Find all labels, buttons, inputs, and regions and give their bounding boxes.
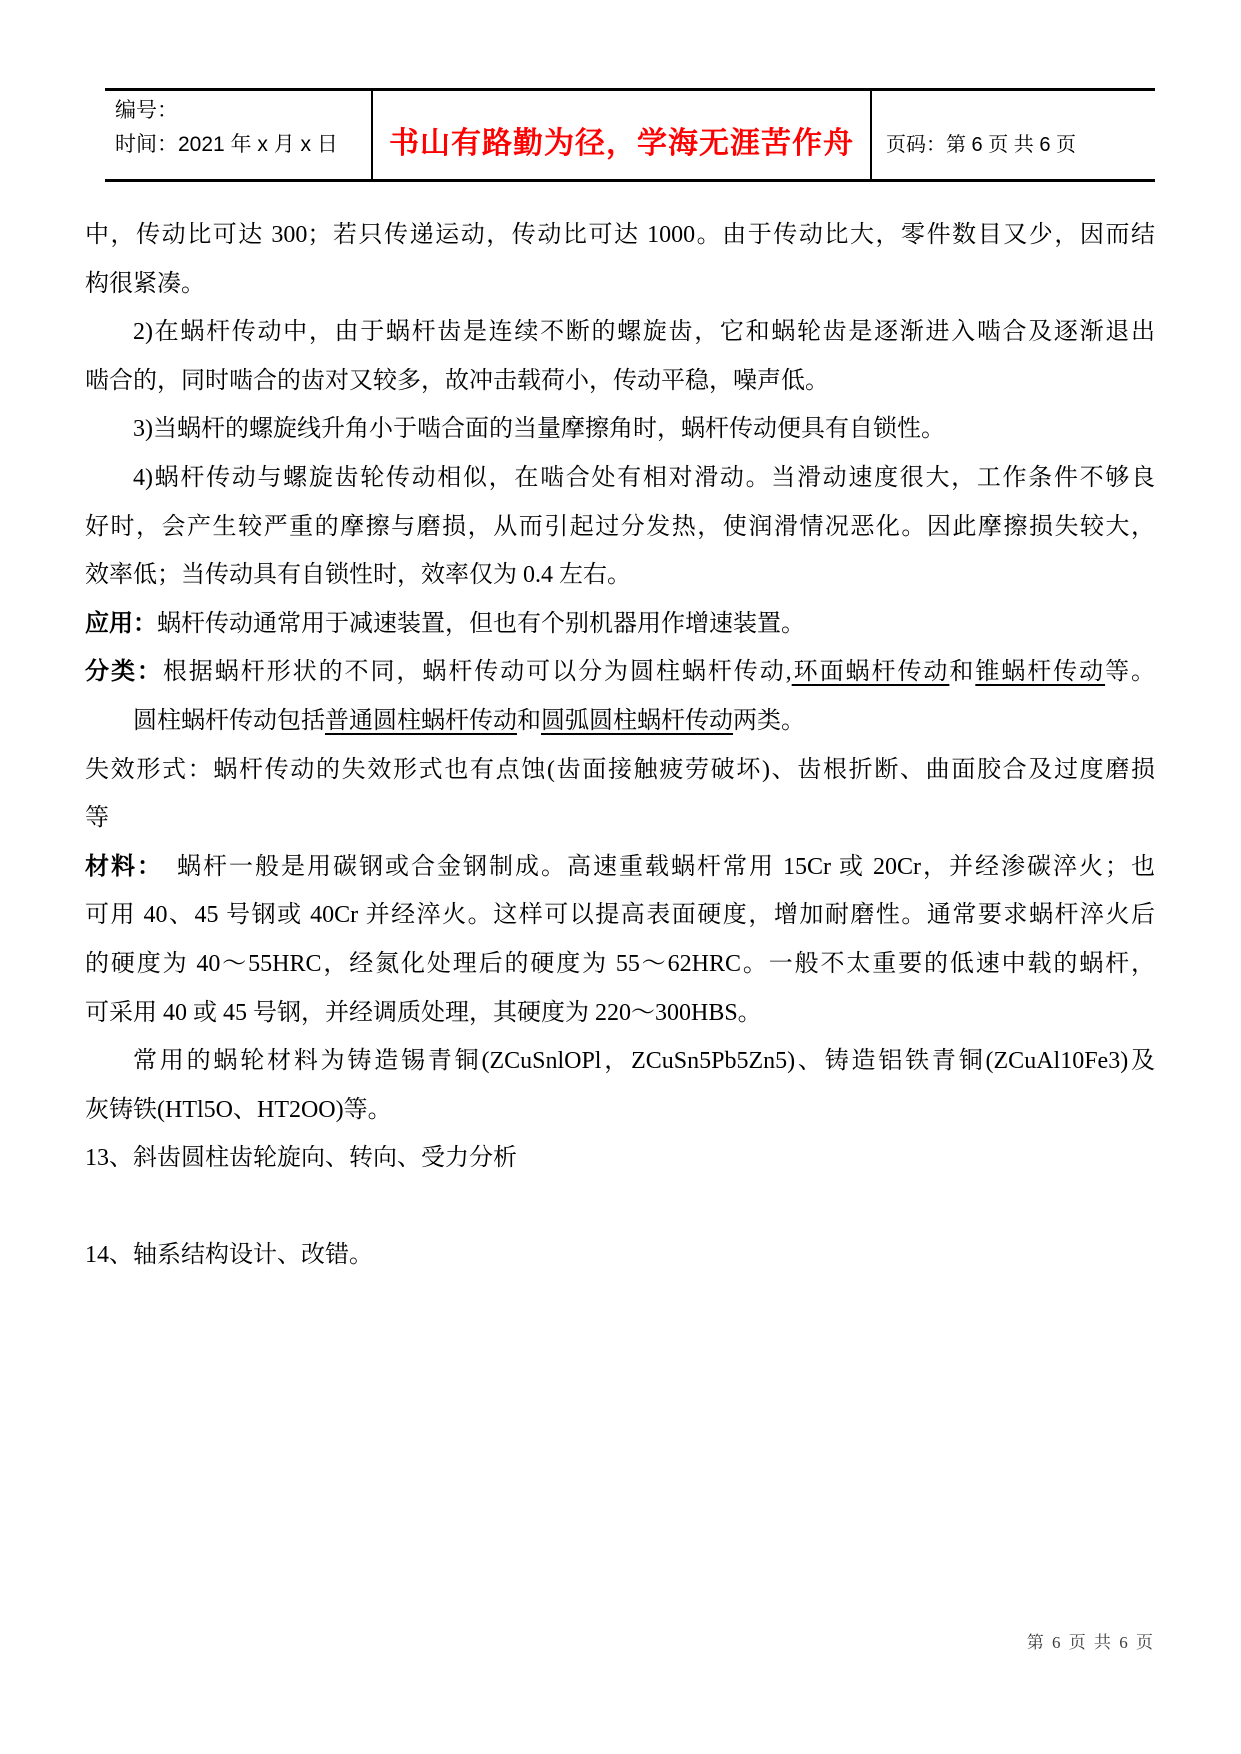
text-line <box>85 940 1155 989</box>
header-cell-page <box>870 91 1155 179</box>
text-run: 普通圆柱蜗杆传动 <box>325 707 517 734</box>
text-run: 常用的蜗轮材料为铸造锡青铜(ZCuSnlOPl，ZCuSn5Pb5Zn5)、铸造铝铁青铜(ZCuAl10Fe3)及 <box>133 1048 1155 1075</box>
text-line <box>85 746 1155 795</box>
text-line <box>85 891 1155 940</box>
text-run: 可采用 40 或 45 号钢，并经调质处理，其硬度为 220～300HBS。 <box>85 999 762 1026</box>
text-line <box>85 405 1155 454</box>
motto-text: 书山有路勤为径，学海无涯苦作舟 <box>389 127 854 160</box>
header-cell-number-time <box>105 91 371 179</box>
text-line <box>85 697 1155 746</box>
header-cell-motto <box>371 91 870 179</box>
text-line <box>85 308 1155 357</box>
text-line <box>85 600 1155 649</box>
text-run: 等。 <box>1105 659 1156 686</box>
text-line <box>85 454 1155 503</box>
header-table <box>105 88 1155 182</box>
text-line <box>85 1183 1155 1232</box>
text-line <box>85 843 1155 892</box>
text-line <box>85 503 1155 552</box>
time-label: 时间：2021 年 x 月 x 日 <box>115 133 338 156</box>
text-run: 分类： <box>85 659 163 686</box>
text-run: 环面蜗杆传动 <box>791 659 950 686</box>
text-run: 可用 40、45 号钢或 40Cr 并经淬火。这样可以提高表面硬度，增加耐磨性。通常要求蜗杆淬火后 <box>85 902 1155 929</box>
text-line <box>85 1037 1155 1086</box>
text-run: 的硬度为 40～55HRC，经氮化处理后的硬度为 55～62HRC。一般不太重要的低速中载的蜗杆， <box>85 950 1155 977</box>
text-run: 圆柱蜗杆传动包括 <box>133 707 325 734</box>
text-line <box>85 357 1155 406</box>
text-run: 构很紧凑。 <box>85 270 205 297</box>
text-line <box>85 794 1155 843</box>
text-run: 和 <box>949 659 976 686</box>
text-run: 圆弧圆柱蜗杆传动 <box>541 707 733 734</box>
text-run: 根据蜗杆形状的不同，蜗杆传动可以分为圆柱蜗杆传动, <box>162 659 792 686</box>
text-run: 两类。 <box>733 707 805 734</box>
text-run: 灰铸铁(HTl5O、HT2OO)等。 <box>85 1096 392 1123</box>
text-run: 应用： <box>85 610 157 637</box>
document-body <box>85 211 1155 1280</box>
text-run: 好时，会产生较严重的摩擦与磨损，从而引起过分发热，使润滑情况恶化。因此摩擦损失较大， <box>85 513 1155 540</box>
text-line <box>85 989 1155 1038</box>
page-label: 页码：第 6 页 共 6 页 <box>886 133 1077 156</box>
number-label: 编号： <box>115 99 178 122</box>
text-run: 蜗杆一般是用碳钢或合金钢制成。高速重载蜗杆常用 15Cr 或 20Cr，并经渗碳淬火；也 <box>151 853 1155 880</box>
text-run: 锥蜗杆传动 <box>975 659 1106 686</box>
text-run: 2)在蜗杆传动中，由于蜗杆齿是连续不断的螺旋齿，它和蜗轮齿是逐渐进入啮合及逐渐退出 <box>133 319 1155 346</box>
text-line <box>85 1134 1155 1183</box>
text-line <box>85 1231 1155 1280</box>
text-run: 4)蜗杆传动与螺旋齿轮传动相似，在啮合处有相对滑动。当滑动速度很大，工作条件不够良 <box>133 464 1155 491</box>
text-line <box>85 1086 1155 1135</box>
text-line <box>85 211 1155 260</box>
text-line <box>85 648 1155 697</box>
text-run: 啮合的，同时啮合的齿对又较多，故冲击载荷小，传动平稳，噪声低。 <box>85 367 829 394</box>
page-footer <box>85 1628 1155 1653</box>
text-run: 13、斜齿圆柱齿轮旋向、转向、受力分析 <box>85 1145 517 1172</box>
text-run: 14、轴系结构设计、改错。 <box>85 1242 373 1269</box>
footer-page-info: 第 6 页 共 6 页 <box>1026 1633 1155 1652</box>
text-run: 等 <box>85 805 109 832</box>
text-run: 材料： <box>85 853 151 880</box>
text-run: 蜗杆传动通常用于减速装置，但也有个别机器用作增速装置。 <box>157 610 805 637</box>
text-run: 和 <box>517 707 541 734</box>
text-run: 中，传动比可达 300；若只传递运动，传动比可达 1000。由于传动比大，零件数目又少，因而结 <box>85 222 1155 248</box>
text-run: 3)当蜗杆的螺旋线升角小于啮合面的当量摩擦角时，蜗杆传动便具有自锁性。 <box>133 416 945 443</box>
text-line <box>85 551 1155 600</box>
text-line <box>85 260 1155 309</box>
text-run: 效率低；当传动具有自锁性时，效率仅为 0.4 左右。 <box>85 562 631 589</box>
text-run: 失效形式：蜗杆传动的失效形式也有点蚀(齿面接触疲劳破坏)、齿根折断、曲面胶合及过度磨损 <box>85 756 1155 783</box>
